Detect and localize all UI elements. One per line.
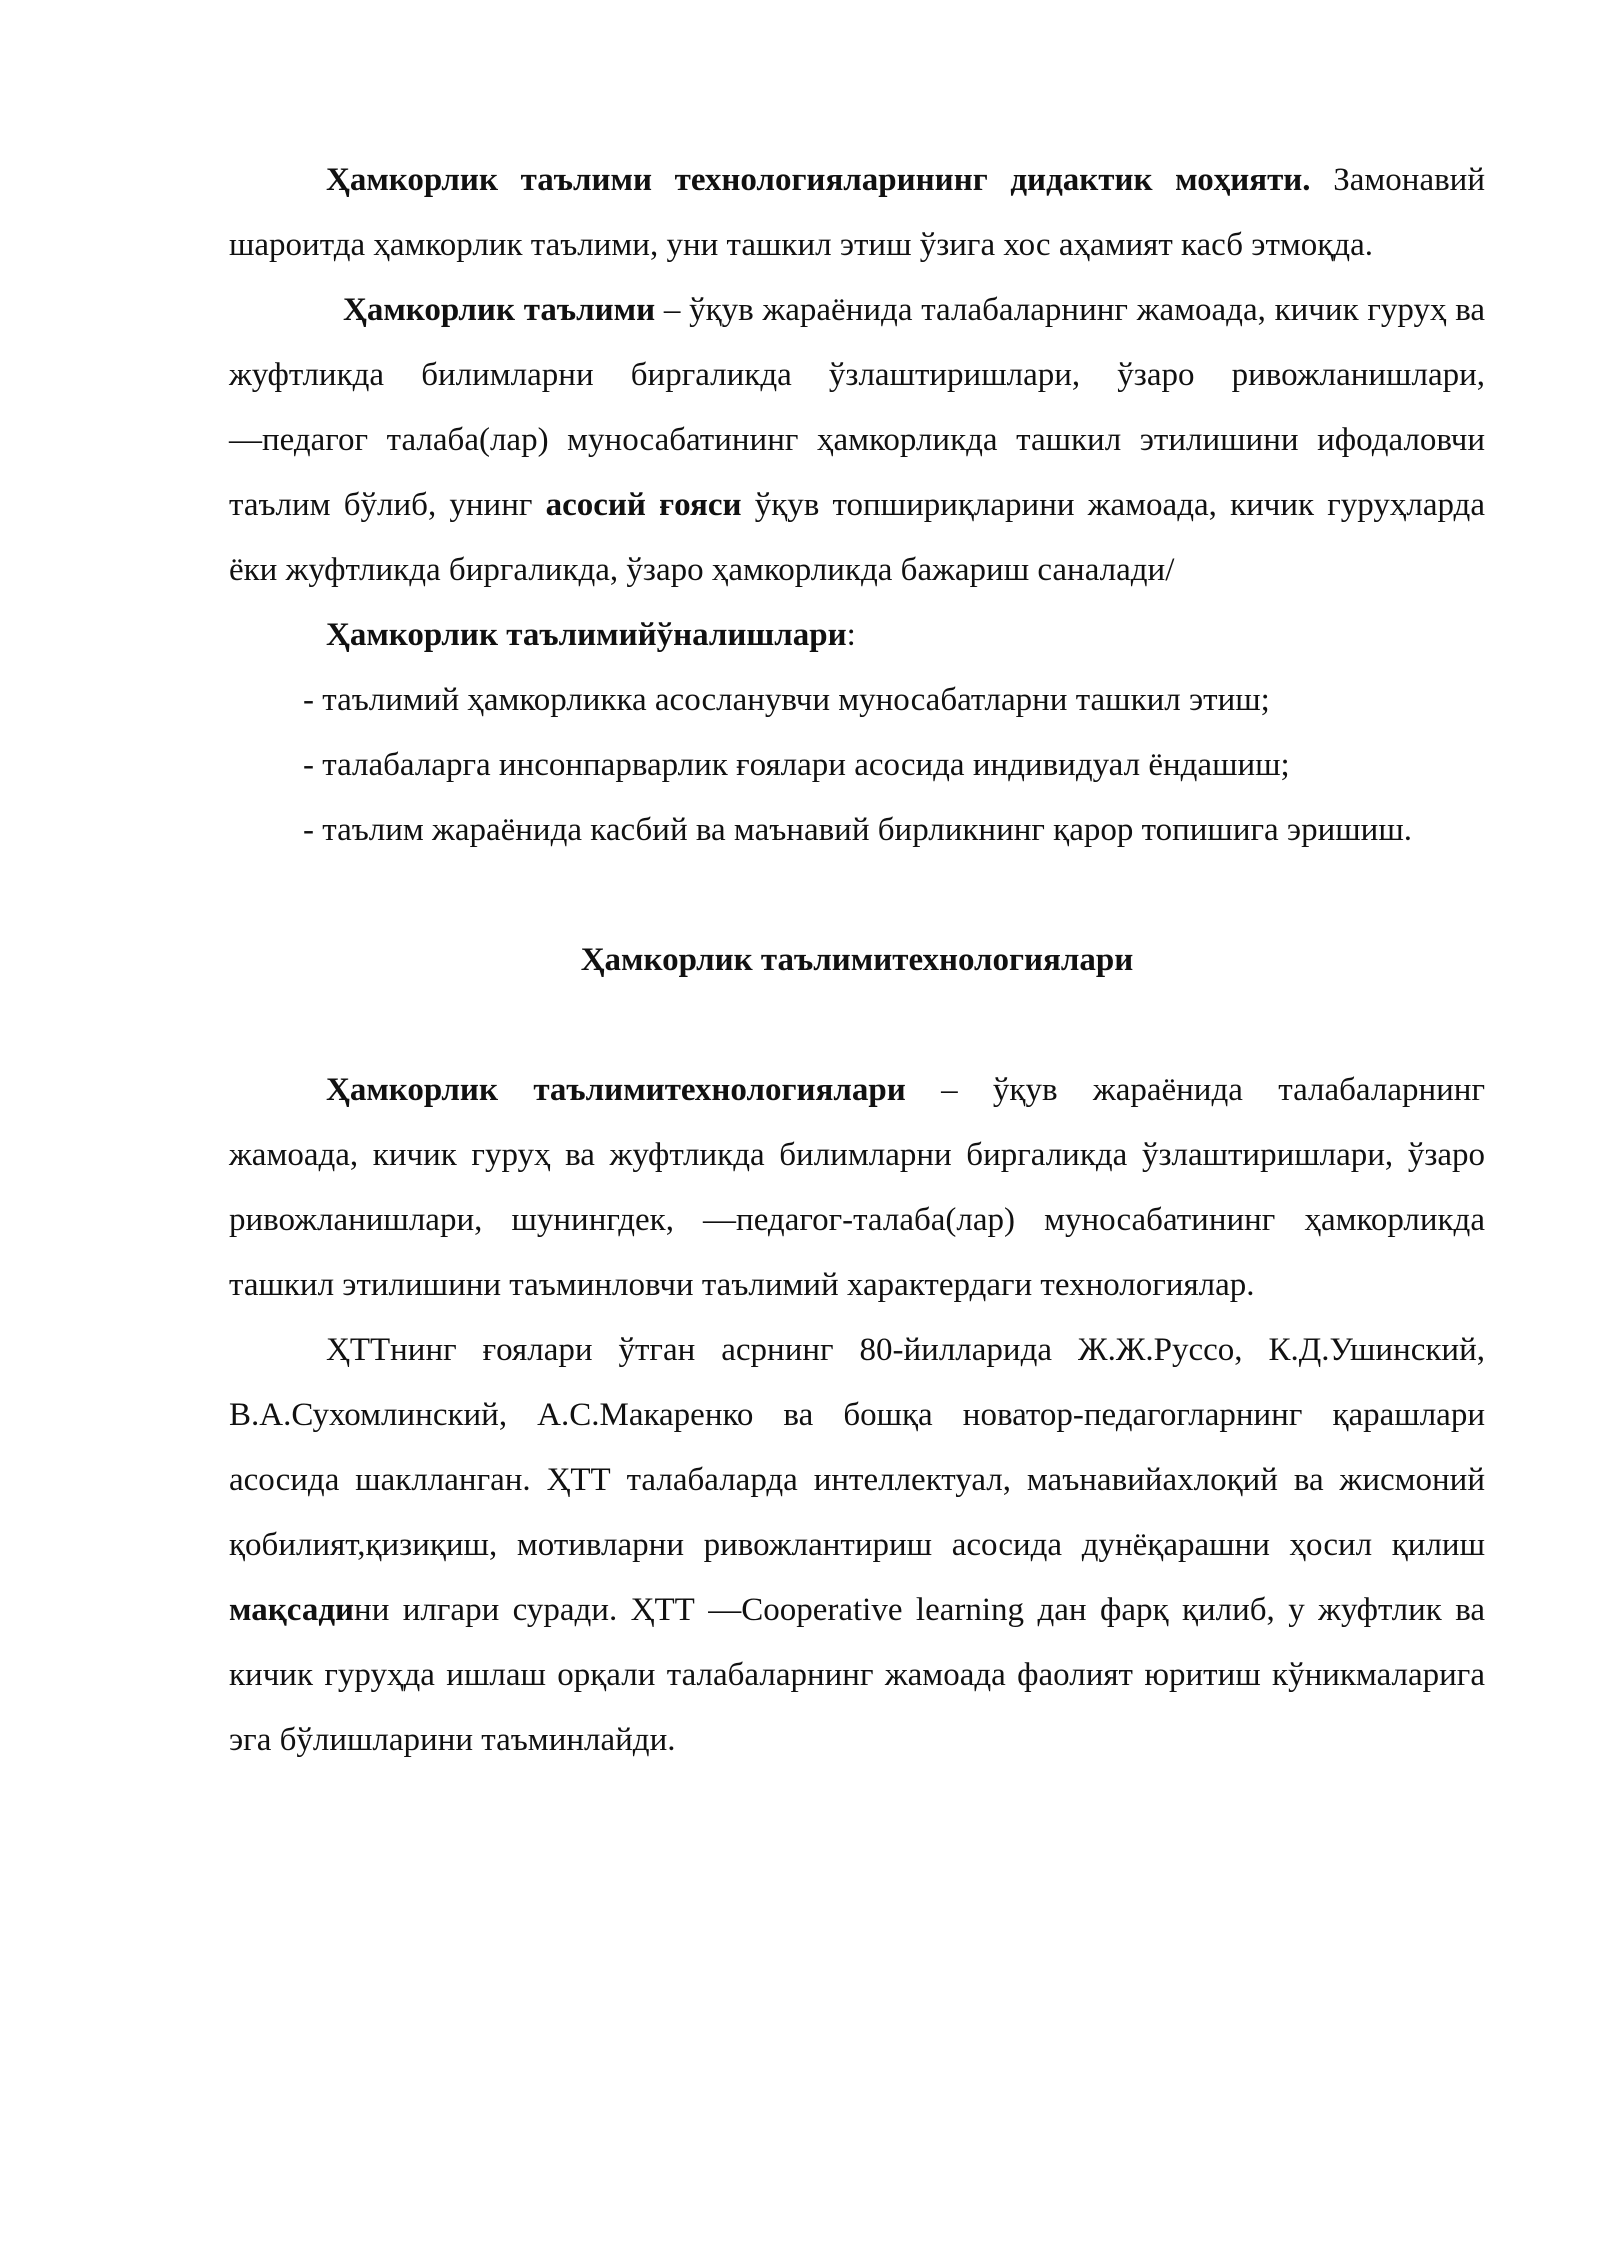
directions-colon: : bbox=[846, 617, 856, 653]
list-item: - талабаларга инсонпарварлик ғоялари асосида индивидуал ёндашиш; bbox=[303, 747, 1290, 783]
list-item: - таълимий ҳамкорликка асосланувчи муносабатларни ташкил этиш; bbox=[303, 682, 1270, 718]
history-paragraph bbox=[229, 1318, 1485, 1773]
document-page bbox=[229, 148, 1485, 1773]
technology-term: Ҳамкорлик таълимитехнологиялари bbox=[326, 1072, 906, 1108]
section-heading: Ҳамкорлик таълимитехнологиялари bbox=[580, 942, 1134, 978]
directions-label: Ҳамкорлик таълимийўналишлари bbox=[326, 617, 847, 653]
technology-text: – ўқув жараёнида талабаларнинг жамоада, кичик гуруҳ ва жуфтликда билимларни биргаликда ўзлаштиришлари, ўзаро ривожланишлари, шунингдек, ―педагог-талаба(лар) муносабатининг ҳамкорликда ташкил этилишини таъминловчи таълимий характердаги технологиялар. bbox=[229, 1072, 1485, 1303]
history-text-b: ни илгари суради. ҲТТ ―Cooperative learning дан фарқ қилиб, у жуфтлик ва кичик гуруҳда ишлаш орқали талабаларнинг жамоада фаолият юритиш кўникмаларига эга бўлишларини таъминлайди. bbox=[229, 1592, 1485, 1758]
section-title: Ҳамкорлик таълими технологияларининг дидактик моҳияти. bbox=[326, 162, 1311, 198]
directions-label-paragraph bbox=[229, 603, 1485, 668]
intro-text: Замонавий шароитда ҳамкорлик таълими, уни ташкил этиш ўзига хос аҳамият касб этмоқда. bbox=[229, 162, 1485, 263]
history-highlight: мақсади bbox=[229, 1592, 355, 1628]
intro-paragraph bbox=[229, 148, 1485, 278]
definition-term: Ҳамкорлик таълими bbox=[343, 292, 656, 328]
definition-text-b: ўқув топшириқларини жамоада, кичик гуруҳларда ёки жуфтликда биргаликда, ўзаро ҳамкорликда бажариш саналади/ bbox=[229, 487, 1485, 588]
definition-text-a: – ўқув жараёнида талабаларнинг жамоада, кичик гуруҳ ва жуфтликда билимларни биргаликда ўзлаштиришлари, ўзаро ривожланишлари, ―педагог талаба(лар) муносабатининг ҳамкорликда ташкил этилишини ифодаловчи таълим бўлиб, унинг bbox=[229, 292, 1485, 523]
technology-definition-paragraph bbox=[229, 1058, 1485, 1318]
definition-highlight: асосий ғояси bbox=[545, 487, 742, 523]
definition-paragraph bbox=[229, 278, 1485, 603]
history-text-a: ҲТТнинг ғоялари ўтган асрнинг 80-йилларида Ж.Ж.Руссо, К.Д.Ушинский, В.А.Сухомлинский, А.С.Макаренко ва бошқа новатор-педагогларнинг қарашлари асосида шаклланган. ҲТТ талабаларда интеллектуал, маънавийахлоқий ва жисмоний қобилият,қизиқиш, мотивларни ривожлантириш асосида дунёқарашни ҳосил қилиш bbox=[229, 1332, 1485, 1563]
list-item: - таълим жараёнида касбий ва маънавий бирликнинг қарор топишига эришиш. bbox=[303, 812, 1412, 848]
